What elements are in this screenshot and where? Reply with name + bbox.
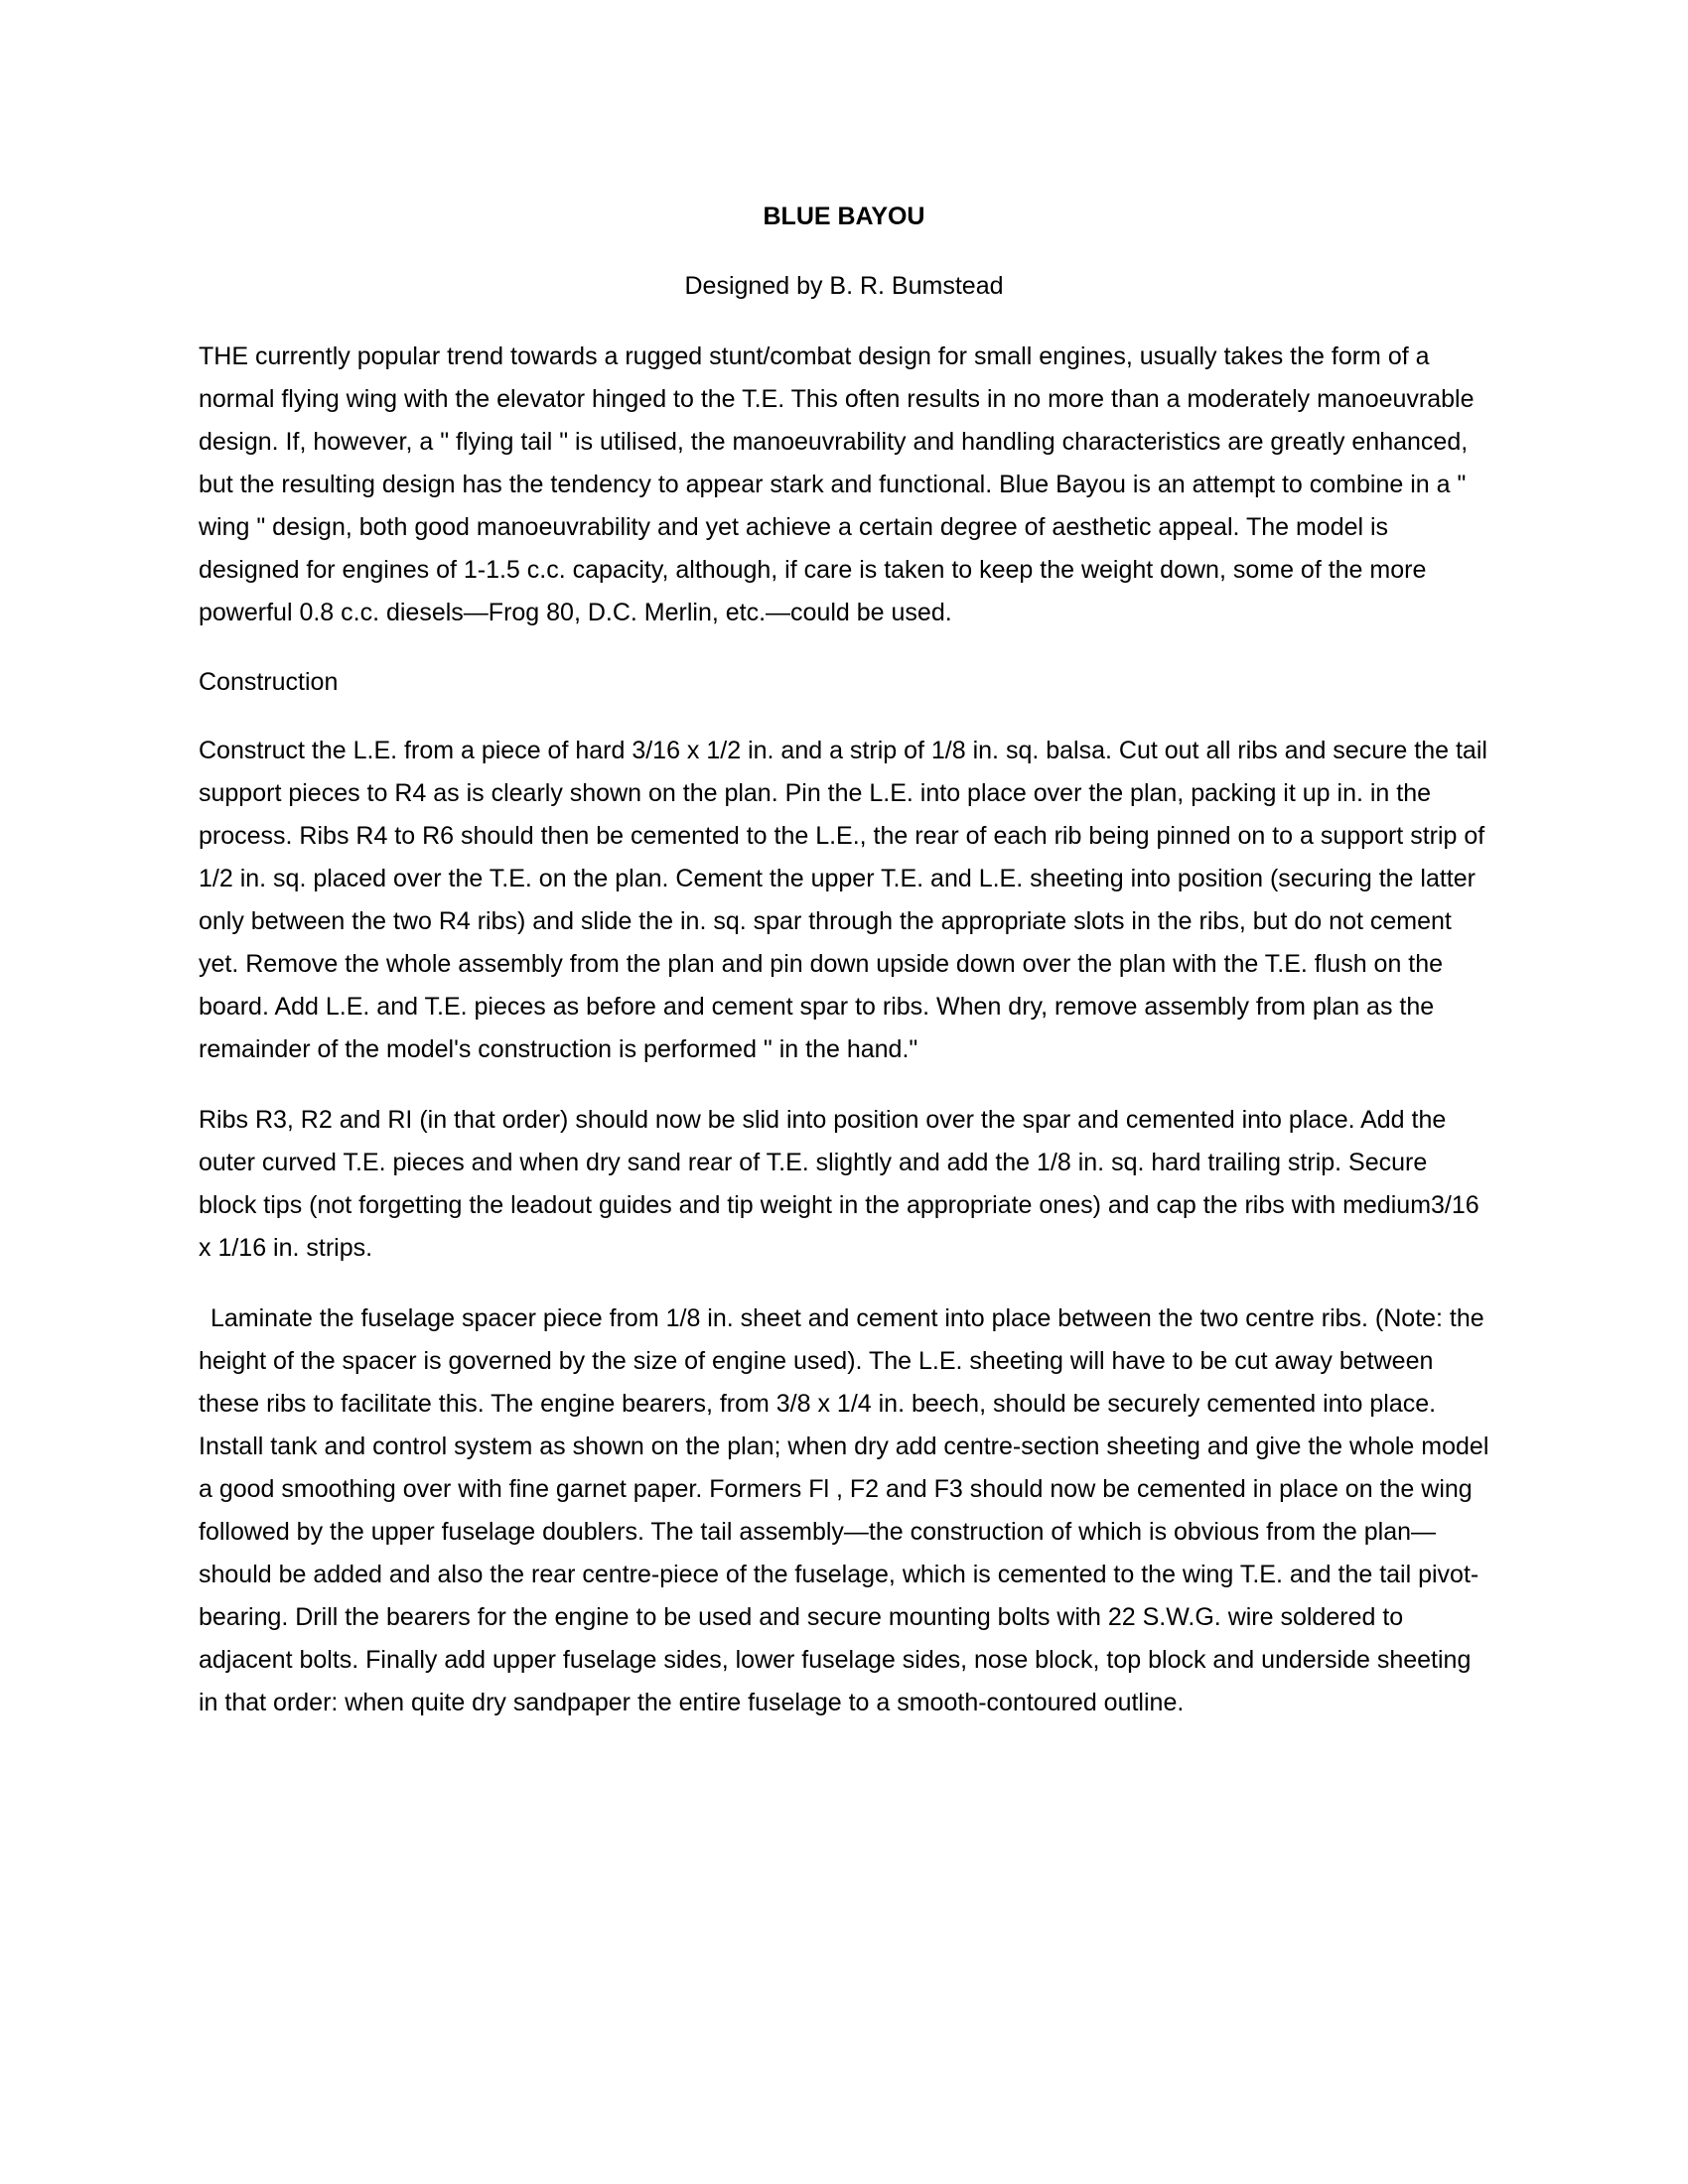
construction-paragraph-3: [199, 1297, 1489, 1724]
document-byline: Designed by B. R. Bumstead: [684, 272, 1004, 300]
section-heading-construction: Construction: [199, 668, 339, 696]
construction-paragraph-3-text: Laminate the fuselage spacer piece from 1/8 in. sheet and cement into place between the two centre ribs. (Note: the height of the spacer is governed by the size of engine used). The L.E. sheeting will have to be cut away between these ribs to facilitate this. The engine bearers, from 3/8 x 1/4 in. beech, should be securely cemented into place. Install tank and control system as shown on the plan; when dry add centre-section sheeting and give the whole model a good smoothing over with fine garnet paper. Formers Fl , F2 and F3 should now be cemented in place on the wing followed by the upper fuselage doublers. The tail assembly—the construction of which is obvious from the plan—should be added and also the rear centre-piece of the fuselage, which is cemented to the wing T.E. and the tail pivot-bearing. Drill the bearers for the engine to be used and secure mounting bolts with 22 S.W.G. wire soldered to adjacent bolts. Finally add upper fuselage sides, lower fuselage sides, nose block, top block and underside sheeting in that order: when quite dry sandpaper the entire fuselage to a smooth-contoured outline.: [199, 1304, 1489, 1716]
document-title: BLUE BAYOU: [763, 203, 925, 230]
intro-paragraph: THE currently popular trend towards a rugged stunt/combat design for small engines, usually takes the form of a normal flying wing with the elevator hinged to the T.E. This often results in no more than a moderately manoeuvrable design. If, however, a " flying tail " is utilised, the manoeuvrability and handling characteristics are greatly enhanced, but the resulting design has the tendency to appear stark and functional. Blue Bayou is an attempt to combine in a " wing " design, both good manoeuvrability and yet achieve a certain degree of aesthetic appeal. The model is designed for engines of 1-1.5 c.c. capacity, although, if care is taken to keep the weight down, some of the more powerful 0.8 c.c. diesels—Frog 80, D.C. Merlin, etc.—could be used.: [199, 342, 1475, 626]
document-page: [199, 197, 1489, 1752]
construction-paragraph-1: Construct the L.E. from a piece of hard 3/16 x 1/2 in. and a strip of 1/8 in. sq. balsa. Cut out all ribs and secure the tail support pieces to R4 as is clearly shown on the plan. Pin the L.E. into place over the plan, packing it up in. in the process. Ribs R4 to R6 should then be cemented to the L.E., the rear of each rib being pinned on to a support strip of 1/2 in. sq. placed over the T.E. on the plan. Cement the upper T.E. and L.E. sheeting into position (securing the latter only between the two R4 ribs) and slide the in. sq. spar through the appropriate slots in the ribs, but do not cement yet. Remove the whole assembly from the plan and pin down upside down over the plan with the T.E. flush on the board. Add L.E. and T.E. pieces as before and cement spar to ribs. When dry, remove assembly from plan as the remainder of the model's construction is performed " in the hand.": [199, 737, 1487, 1063]
construction-paragraph-2: Ribs R3, R2 and RI (in that order) should now be slid into position over the spar and cemented into place. Add the outer curved T.E. pieces and when dry sand rear of T.E. slightly and add the 1/8 in. sq. hard trailing strip. Secure block tips (not forgetting the leadout guides and tip weight in the appropriate ones) and cap the ribs with medium3/16 x 1/16 in. strips.: [199, 1106, 1479, 1262]
